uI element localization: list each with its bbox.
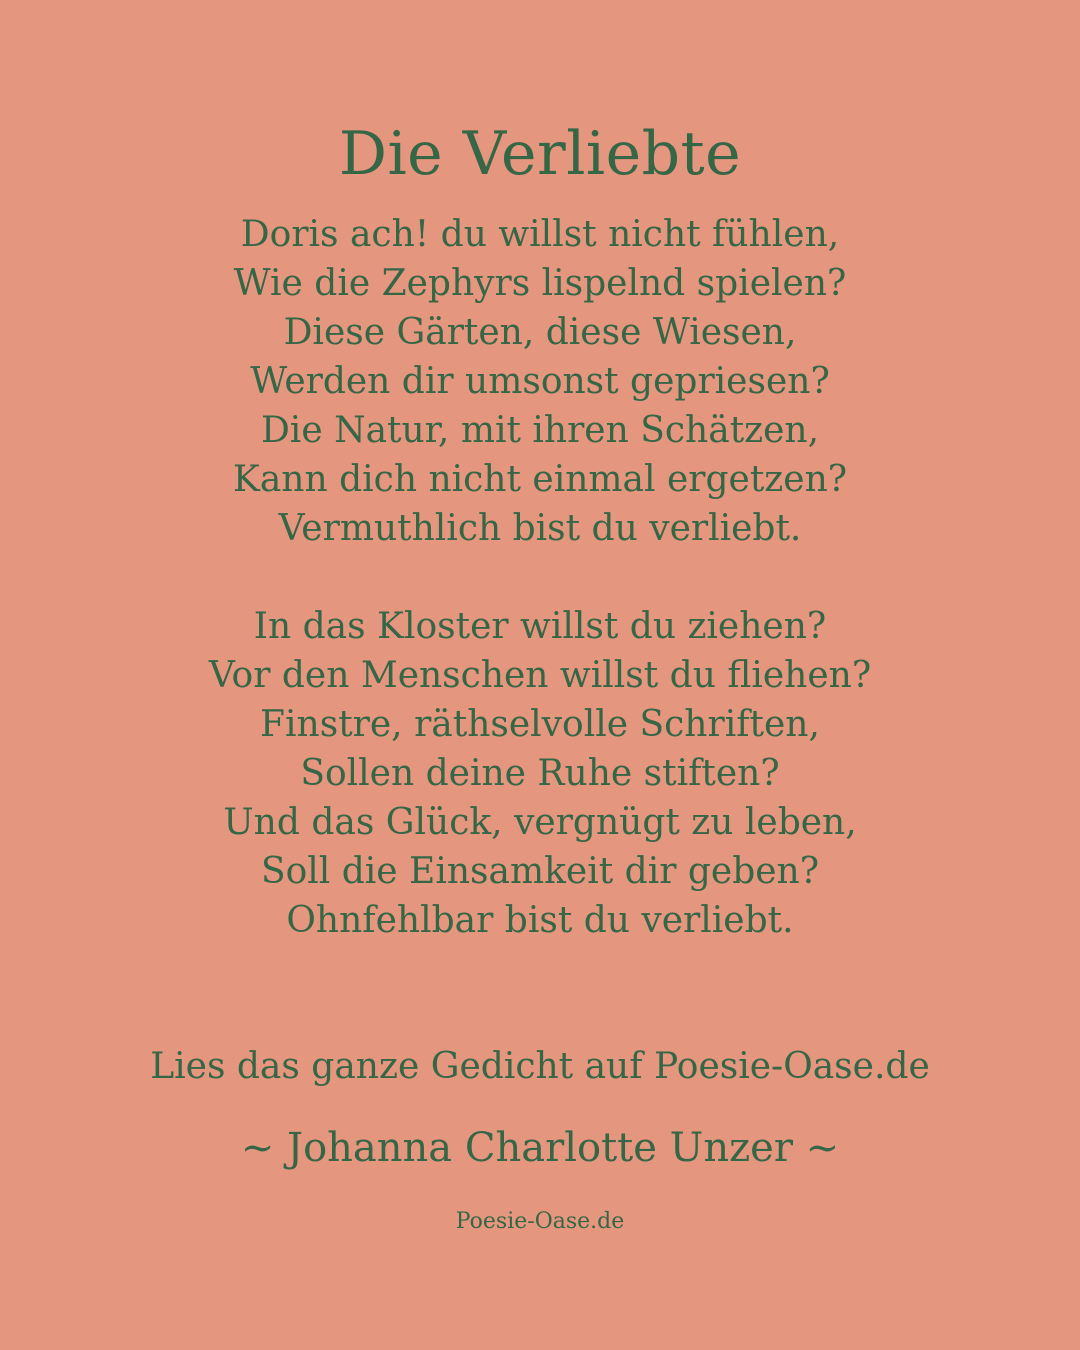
verse-line: Vor den Menschen willst du fliehen? xyxy=(208,655,872,696)
verse-line: Diese Gärten, diese Wiesen, xyxy=(283,312,797,353)
verse-line: Doris ach! du willst nicht fühlen, xyxy=(240,214,840,255)
verse-line: Wie die Zephyrs lispelnd spielen? xyxy=(233,263,847,304)
verse-line: Ohnfehlbar bist du verliebt. xyxy=(286,900,794,941)
verse-line: Sollen deine Ruhe stiften? xyxy=(300,753,780,794)
poem-author: ~ Johanna Charlotte Unzer ~ xyxy=(240,1125,840,1171)
verse-line: Werden dir umsonst gepriesen? xyxy=(250,361,830,402)
stanza-2 xyxy=(0,602,1080,945)
verse-line: Vermuthlich bist du verliebt. xyxy=(278,508,802,549)
site-footer: Poesie-Oase.de xyxy=(455,1209,625,1234)
verse-line: Und das Glück, vergnügt zu leben, xyxy=(223,802,857,843)
verse-line: Kann dich nicht einmal ergetzen? xyxy=(232,459,848,500)
stanza-1 xyxy=(0,210,1080,553)
poem-title: Die Verliebte xyxy=(338,119,742,189)
verse-line: In das Kloster willst du ziehen? xyxy=(253,606,827,647)
verse-line: Soll die Einsamkeit dir geben? xyxy=(260,851,820,892)
verse-line: Finstre, räthselvolle Schriften, xyxy=(260,704,820,745)
verse-line: Die Natur, mit ihren Schätzen, xyxy=(260,410,820,451)
read-more-text: Lies das ganze Gedicht auf Poesie-Oase.de xyxy=(150,1046,930,1087)
